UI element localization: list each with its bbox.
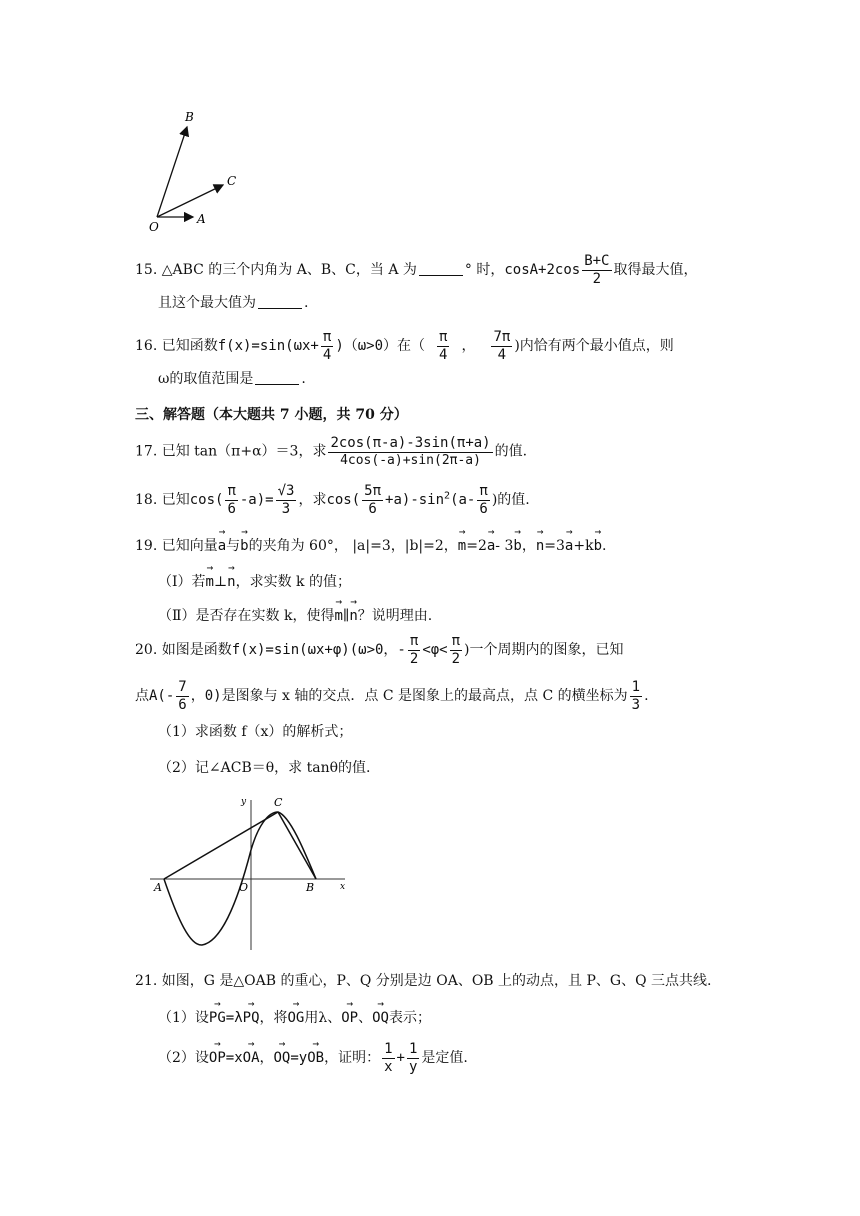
vector-a: → a — [487, 534, 495, 553]
numerator: π — [227, 483, 236, 499]
q20-expr: f(x)=sin(ωx+φ)(ω>0，- — [231, 642, 406, 659]
numerator: 5π — [364, 483, 382, 499]
numerator: π — [451, 633, 461, 649]
denominator: 6 — [227, 500, 236, 517]
label-c: C — [274, 796, 283, 809]
q20-frac3 — [176, 680, 188, 712]
numerator: π — [479, 483, 488, 499]
q16-text5: . — [301, 371, 306, 387]
denominator: 4 — [322, 346, 332, 363]
answer-blank[interactable] — [258, 296, 302, 309]
question-17 — [135, 436, 527, 467]
q19-p2-text: ？说明理由. — [357, 608, 433, 624]
question-16-cont — [158, 372, 306, 386]
question-20-part1: （1）求函数 f（x）的解析式； — [158, 724, 353, 740]
q20-lt: <φ< — [422, 642, 448, 659]
denominator: 3 — [281, 500, 291, 517]
question-number: 16. — [135, 338, 158, 355]
label-a: A — [154, 881, 162, 894]
q20-frac4 — [630, 680, 642, 712]
vector-m: → m — [334, 604, 342, 623]
label-a: A — [197, 212, 206, 226]
q16-sep: ， — [461, 338, 476, 355]
question-20 — [135, 634, 624, 666]
q21-p2-label: （2）设 — [158, 1050, 209, 1067]
q20-frac1 — [408, 634, 420, 666]
denominator: 3 — [631, 696, 641, 713]
vector-a: → a — [565, 534, 573, 553]
denominator: 4 — [439, 346, 448, 363]
question-19-part1 — [158, 570, 351, 589]
vector-pg: → PG — [209, 1006, 226, 1025]
q16-text: 已知函数 — [161, 338, 218, 355]
numerator: 1 — [631, 679, 641, 695]
q18-frac4 — [477, 484, 489, 516]
perp-symbol: ⊥ — [213, 574, 228, 590]
q21-p1-label: （1）设 — [158, 1010, 209, 1026]
q15-text5: . — [304, 295, 309, 311]
q20-text3: 点 — [135, 688, 149, 705]
numerator: 7π — [493, 329, 511, 345]
question-number: 20. — [135, 642, 158, 659]
question-20-part2: （2）记∠ACB＝θ，求 tanθ的值. — [158, 760, 371, 776]
vector-m: → m — [206, 570, 214, 589]
denominator: 4cos(-a)+sin(2π-a) — [340, 452, 481, 468]
q21-p2-mid: ，证明： — [324, 1050, 381, 1067]
numerator: 7 — [178, 679, 187, 695]
question-20-cont — [135, 680, 649, 712]
q21-p1-sep: 、 — [358, 1010, 373, 1026]
q15-expr: cosA+2cos — [504, 262, 581, 279]
sine-graph-figure — [150, 790, 350, 952]
vector-b: → b — [513, 534, 521, 553]
q17-fraction — [328, 436, 492, 467]
segment-ac — [164, 812, 278, 879]
q18-expr4: +a)-sin — [385, 492, 445, 509]
question-18 — [135, 484, 530, 516]
vector-m: → m — [458, 534, 466, 553]
question-number: 19. — [135, 538, 158, 554]
numerator: 2cos(π-a)-3sin(π+a) — [330, 435, 491, 451]
q16-frac1 — [321, 330, 333, 362]
q18-text: 已知 — [161, 492, 190, 509]
q19-text2: 的夹角为 60°， — [248, 538, 348, 554]
q16-text4: ω的取值范围是 — [158, 371, 254, 387]
vector-oq: → OQ — [372, 1006, 389, 1025]
q15-fraction — [582, 254, 611, 286]
q19-m-def: =2 — [466, 538, 487, 554]
vector-n: → n — [349, 604, 357, 623]
q15-text2: ° 时， — [464, 262, 505, 279]
denominator: 2 — [592, 270, 602, 287]
q18-frac1 — [225, 484, 237, 516]
question-19: 19. 已知向量→ a与→ b的夹角为 60°， |a|=3，|b|=2，→ m=2→ a- 3→ b，→ n=3→ a+k→ b. — [135, 534, 606, 553]
q19-end: . — [602, 538, 607, 554]
q20-pointA: A(- — [149, 688, 175, 705]
label-o: O — [149, 220, 159, 234]
q18-expr5: (a- — [450, 492, 476, 509]
q19-abs-b: |b|=2， — [404, 538, 458, 554]
parallel-symbol: ∥ — [342, 608, 350, 624]
q21-frac2 — [407, 1042, 419, 1074]
q19-p1-label: （Ⅰ）若 — [158, 574, 206, 590]
question-number: 18. — [135, 492, 158, 509]
denominator: x — [384, 1058, 393, 1075]
answer-blank[interactable] — [255, 372, 299, 385]
label-b: B — [306, 881, 315, 894]
numerator: 1 — [408, 1041, 418, 1057]
q21-p2-sep: ， — [259, 1050, 274, 1067]
q21-eq-x: =x — [225, 1050, 243, 1067]
denominator: 6 — [178, 696, 187, 713]
vector-op: → OP — [341, 1006, 358, 1025]
label-x: x — [340, 882, 346, 892]
q16-text3: )内恰有两个最小值点，则 — [514, 338, 674, 355]
question-number: 15. — [135, 262, 158, 279]
q19-m-def2: - 3 — [495, 538, 514, 554]
vector-ob — [157, 127, 187, 217]
q18-expr6: )的值. — [491, 492, 530, 509]
q19-n-def: =3 — [544, 538, 565, 554]
vector-ob: → OB — [307, 1046, 324, 1065]
q18-frac3 — [362, 484, 383, 516]
numerator: √3 — [277, 483, 295, 499]
question-15 — [135, 254, 698, 286]
question-19-part2 — [158, 604, 432, 623]
q20-pointA2: ，0) — [190, 688, 222, 705]
q21-frac1 — [382, 1042, 394, 1074]
question-16 — [135, 330, 674, 362]
vector-a: → a — [218, 534, 226, 553]
denominator: y — [408, 1058, 418, 1075]
denominator: 6 — [368, 500, 377, 517]
label-o: O — [239, 881, 249, 894]
q19-n-def2: +k — [573, 538, 594, 554]
numerator: 1 — [384, 1041, 393, 1057]
q21-p2-end: 是定值. — [421, 1050, 468, 1067]
numerator: B+C — [584, 253, 610, 269]
q16-text2: )（ω>0）在（ — [335, 338, 426, 355]
question-21-part1 — [158, 1006, 431, 1025]
section-heading: 三、解答题（本大题共 7 小题，共 70 分） — [135, 407, 408, 423]
vector-figure — [145, 105, 250, 235]
q19-with: 与 — [226, 538, 241, 554]
q16-frac3 — [491, 330, 512, 362]
q15-text4: 且这个最大值为 — [158, 295, 256, 311]
q18-sup: 2 — [444, 490, 451, 502]
q18-text2: ，求 — [298, 492, 327, 509]
denominator: 4 — [497, 346, 507, 363]
q21-p1-mid: ，将 — [259, 1010, 288, 1026]
q21-eq-y: =y — [290, 1050, 308, 1067]
vector-b: → b — [594, 534, 602, 553]
question-21-part2 — [158, 1042, 468, 1074]
denominator: 2 — [409, 650, 419, 667]
q19-abs-a: |a|=3， — [352, 538, 405, 554]
q20-text5: . — [644, 688, 649, 705]
q18-expr1: cos( — [189, 492, 224, 509]
segment-cb — [278, 812, 316, 879]
q21-eq: =λ — [225, 1010, 243, 1026]
q15-text3: 取得最大值， — [613, 262, 698, 279]
vector-oq: → OQ — [274, 1046, 291, 1065]
vector-pq: → PQ — [243, 1006, 260, 1025]
label-b: B — [185, 110, 194, 124]
q15-text: △ABC 的三个内角为 A、B、C，当 A 为 — [161, 262, 417, 279]
question-15-cont — [158, 296, 308, 310]
q21-p1-end: 表示； — [388, 1010, 431, 1026]
q16-frac2 — [437, 330, 449, 362]
vector-b: → b — [240, 534, 248, 553]
vector-n: → n — [227, 570, 235, 589]
denominator: 6 — [479, 500, 488, 517]
question-number: 21. — [135, 973, 158, 989]
vector-n: → n — [536, 534, 544, 553]
q20-frac2 — [450, 634, 462, 666]
q17-text: 已知 tan（π+α）＝3，求 — [161, 443, 327, 460]
question-21 — [135, 974, 711, 988]
q21-text: 如图，G 是△OAB 的重心，P、Q 分别是边 OA、OB 上的动点，且 P、G、Q 三点共线. — [161, 973, 712, 989]
q16-expr: f(x)=sin(ωx+ — [217, 338, 319, 355]
vector-oc — [157, 185, 223, 217]
numerator: π — [439, 329, 448, 345]
q20-text2: )一个周期内的图象，已知 — [464, 642, 624, 659]
label-y: y — [241, 797, 247, 807]
denominator: 2 — [451, 650, 461, 667]
q17-text2: 的值. — [494, 443, 528, 460]
vector-oa: → OA — [243, 1046, 260, 1065]
vector-og: → OG — [288, 1006, 305, 1025]
q19-p2-label: （Ⅱ）是否存在实数 k，使得 — [158, 608, 335, 624]
label-c: C — [227, 174, 237, 188]
q18-expr3: cos( — [326, 492, 361, 509]
q19-p1-text: ，求实数 k 的值； — [235, 574, 351, 590]
q18-expr2: -a)= — [239, 492, 274, 509]
q20-text: 如图是函数 — [161, 642, 232, 659]
q18-frac2 — [276, 484, 297, 516]
answer-blank[interactable] — [419, 263, 463, 276]
vector-op: → OP — [209, 1046, 226, 1065]
q20-text4: 是图象与 x 轴的交点．点 C 是图象上的最高点，点 C 的横坐标为 — [221, 688, 628, 705]
numerator: π — [322, 329, 332, 345]
question-number: 17. — [135, 443, 158, 460]
numerator: π — [409, 633, 419, 649]
plus-sign: + — [396, 1050, 405, 1067]
q21-p1-mid2: 用λ、 — [304, 1010, 342, 1026]
q19-text: 已知向量 — [161, 538, 218, 554]
